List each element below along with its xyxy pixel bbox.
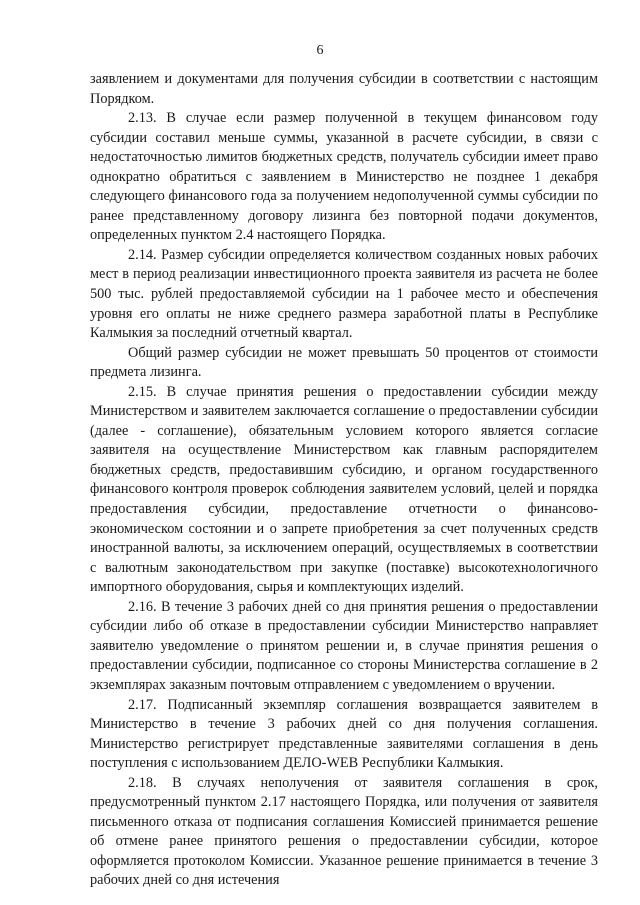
document-body [90,70,598,891]
paragraph-2-14: 2.14. Размер субсидии определяется количеством созданных новых рабочих мест в период реализации инвестиционного проекта заявителя из расчета не более 500 тыс. рублей предоставляемой субсидии на 1 рабочее место и обеспечения уровня его оплаты не ниже среднего размера заработной платы в Республике Калмыкия за последний отчетный квартал. [90,246,598,342]
paragraph-2-16: 2.16. В течение 3 рабочих дней со дня принятия решения о предоставлении субсидии либо об отказе в предоставлении субсидии Министерство направляет заявителю уведомление о принятом решении и, в случае принятия решения о предоставлении субсидии, подписанное со стороны Министерства соглашение в 2 экземплярах заказным почтовым отправлением с уведомлением о вручении. [90,598,598,693]
paragraph-continuation: заявлением и документами для получения субсидии в соответствии с настоящим Порядком. [90,71,598,107]
paragraph-subsidy-limit: Общий размер субсидии не может превышать 50 процентов от стоимости предмета лизинга. [90,344,598,381]
paragraph-2-15: 2.15. В случае принятия решения о предоставлении субсидии между Министерством и заявителем заключается соглашение о предоставлении субсидии (далее - соглашение), обязательным условием которого является согласие заявителя на осуществление Министерством как главным распорядителем бюджетных средств, предоставившим субсидию, и органом государственного финансового контроля проверок соблюдения заявителем условий, целей и порядка предоставления субсидии, предоставление отчетности о финансово-экономическом состоянии и о запрете приобретения за счет полученных средств иностранной валюты, за исключением операций, осуществляемых в соответствии с валютным законодательством при закупке (поставке) высокотехнологичного импортного оборудования, сырья и комплектующих изделий. [90,383,598,596]
paragraph-2-17: 2.17. Подписанный экземпляр соглашения возвращается заявителем в Министерство в течение 3 рабочих дней со дня получения соглашения. Министерство регистрирует представленные заявителями соглашения в день поступления с использованием ДЕЛО-WEB Республики Калмыкия. [90,696,598,772]
paragraph-2-13: 2.13. В случае если размер полученной в текущем финансовом году субсидии составил меньше суммы, указанной в расчете субсидии, в связи с недостаточностью лимитов бюджетных средств, получатель субсидии имеет право однократно обратиться с заявлением в Министерство не позднее 1 декабря следующего финансового года за получением недополученной суммы субсидии по ранее представленному договору лизинга без повторной подачи документов, определенных пунктом 2.4 настоящего Порядка. [90,110,598,244]
page-number: 6 [316,43,324,58]
paragraph-2-18: 2.18. В случаях неполучения от заявителя соглашения в срок, предусмотренный пунктом 2.17 настоящего Порядка, или получения от заявителя письменного отказа от подписания соглашения Комиссией принимается решение об отмене ранее принятого решения о предоставлении субсидии, которое оформляется протоколом Комиссии. Указанное решение принимается в течение 3 рабочих дней со дня истечения [90,774,598,889]
